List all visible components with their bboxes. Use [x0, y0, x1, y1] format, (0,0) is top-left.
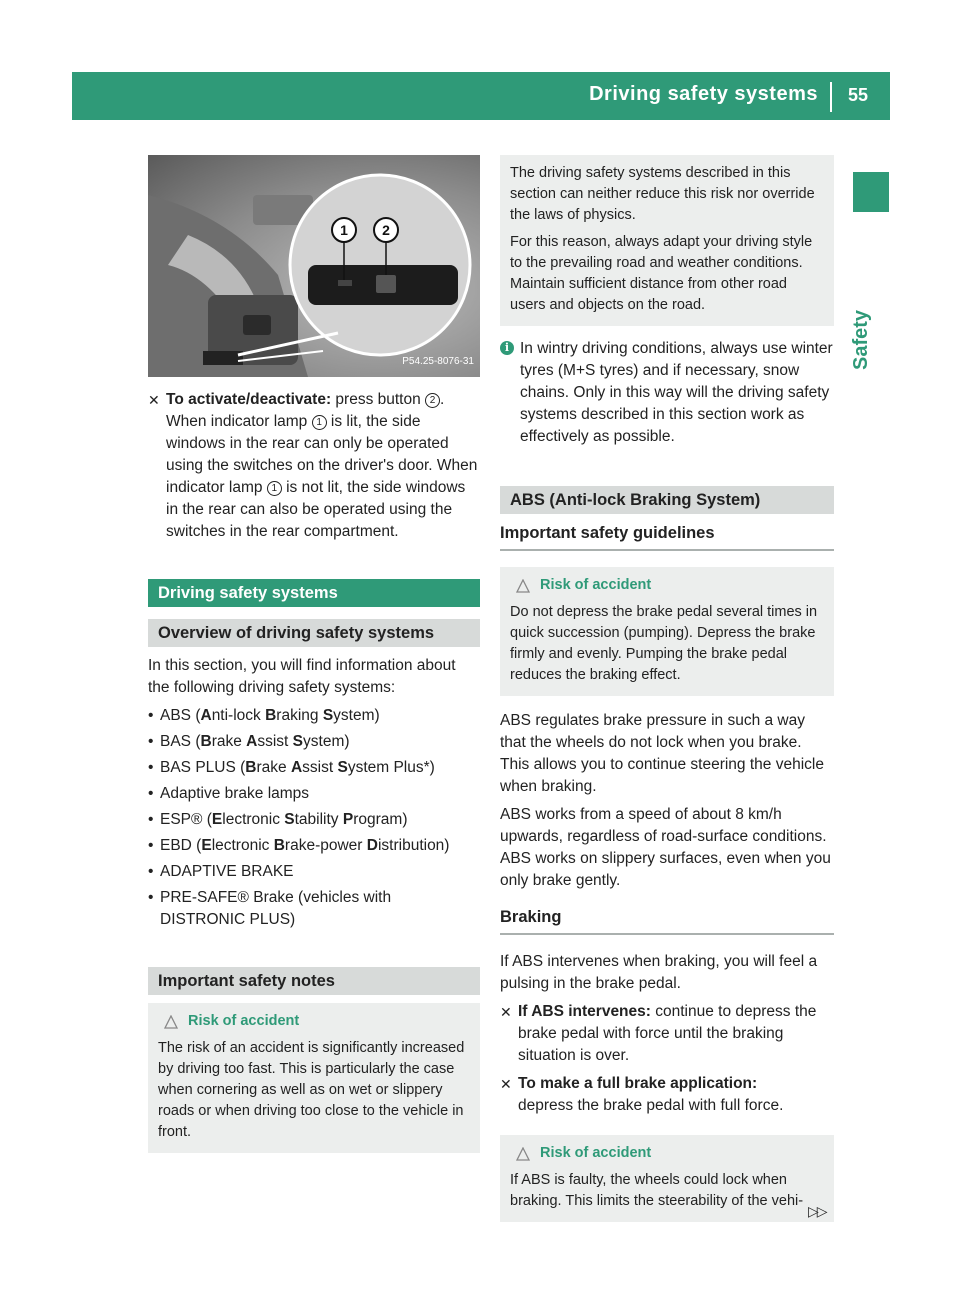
braking-para: If ABS intervenes when braking, you will feel a pulsing in the brake pedal. — [500, 953, 818, 992]
num1-icon: 1 — [267, 481, 282, 496]
guidelines-title: Important safety guidelines — [500, 522, 834, 551]
info-icon: i — [500, 341, 514, 355]
warning-box-abs-faulty: Risk of accident If ABS is faulty, the wheels could lock when braking. This limits the steerability of the vehi- — [500, 1135, 834, 1222]
warning-icon — [516, 579, 530, 593]
num2-icon: 2 — [425, 393, 440, 408]
abs-para-2: ABS works from a speed of about 8 km/h upwards, regardless of road-surface conditions. ABS works on slippery surfaces, even when you only brake gently. — [500, 806, 831, 889]
warning-box: Risk of accident The risk of an accident is significantly increased by driving too fast. This is particularly the case when cornering as well as on wet or slippery roads or when driving too close to the vehicle in front. — [148, 1003, 480, 1153]
left-column — [148, 155, 480, 1153]
warning-icon — [164, 1015, 178, 1029]
page-number: 55 — [847, 85, 868, 105]
list-item: • ADAPTIVE BRAKE — [148, 861, 480, 883]
warning-icon — [516, 1147, 530, 1161]
door-switch-photo — [148, 155, 480, 377]
warning-box-abs: Risk of accident Do not depress the brake pedal several times in quick succession (pumping). Depress the brake firmly and evenly. Pumping the brake pedal reduces the braking effect. — [500, 567, 834, 696]
arrow-icon: ✕ — [500, 1076, 512, 1092]
page-header — [72, 72, 890, 120]
section-title-driving-safety: Driving safety systems — [148, 579, 480, 607]
side-tab-marker — [853, 172, 889, 212]
list-item: • BAS (Brake Assist System) — [148, 731, 480, 753]
warning-text: The risk of an accident is significantly increased by driving too fast. This is particularly the case when cornering as well as on wet or slippery roads or when driving too close to the vehicle in front. — [158, 1040, 465, 1140]
callout-1: 1 — [340, 222, 348, 238]
abs-para-1: ABS regulates brake pressure in such a way that the wheels do not lock when you brake. This allows you to continue steering the vehicle when braking. — [500, 712, 824, 795]
arrow-icon: ✕ — [500, 1004, 512, 1020]
important-notes-title: Important safety notes — [148, 967, 480, 995]
side-tab-label: Safety — [850, 309, 872, 370]
list-item: • ESP® (Electronic Stability Program) — [148, 809, 480, 831]
header-separator — [830, 82, 832, 112]
callout-2: 2 — [382, 222, 390, 238]
activate-instruction: ✕ To activate/deactivate: press button 2 . When indicator lamp 1 is lit, the side windows in the rear can only be operated using the switches on the driver's door. When indicator lamp 1 is not lit, the side windows in the rear can also be operated using the switches in the rear compartment. — [148, 391, 478, 540]
list-item: • PRE-SAFE® Brake (vehicles with DISTRONIC PLUS) — [148, 887, 480, 931]
full-brake-instruction: ✕ To make a full brake application: depress the brake pedal with full force. — [500, 1075, 784, 1114]
overview-title: Overview of driving safety systems — [148, 619, 480, 647]
abs-title: ABS (Anti-lock Braking System) — [500, 486, 834, 514]
photo-code: P54.25-8076-31 — [402, 356, 474, 367]
systems-list — [148, 705, 480, 931]
list-item: • Adaptive brake lamps — [148, 783, 480, 805]
list-item: • EBD (Electronic Brake-power Distribution) — [148, 835, 480, 857]
door-switch-illustration — [148, 155, 480, 377]
overview-intro: In this section, you will find information about the following driving safety systems: — [148, 657, 456, 696]
info-note: i In wintry driving conditions, always use winter tyres (M+S tyres) and if necessary, snow chains. Only in this way will the driving safety systems described in this section work as effectively as possible. — [500, 338, 834, 448]
continue-arrows-icon: ▷▷ — [808, 1203, 826, 1219]
abs-intervenes-instruction: ✕ If ABS intervenes: continue to depress the brake pedal with force until the braking situation is over. — [500, 1003, 817, 1064]
list-item: • ABS (Anti-lock Braking System) — [148, 705, 480, 727]
right-column — [500, 155, 834, 1222]
header-title: Driving safety systems — [589, 83, 818, 105]
arrow-icon: ✕ — [148, 392, 160, 408]
braking-title: Braking — [500, 906, 834, 935]
num1-icon: 1 — [312, 415, 327, 430]
physics-box: The driving safety systems described in this section can neither reduce this risk nor override the laws of physics. For this reason, always adapt your driving style to the prevailing road and weather conditions. Maintain sufficient distance from other road users and objects on the road. — [500, 155, 834, 326]
list-item: • BAS PLUS (Brake Assist System Plus*) — [148, 757, 480, 779]
